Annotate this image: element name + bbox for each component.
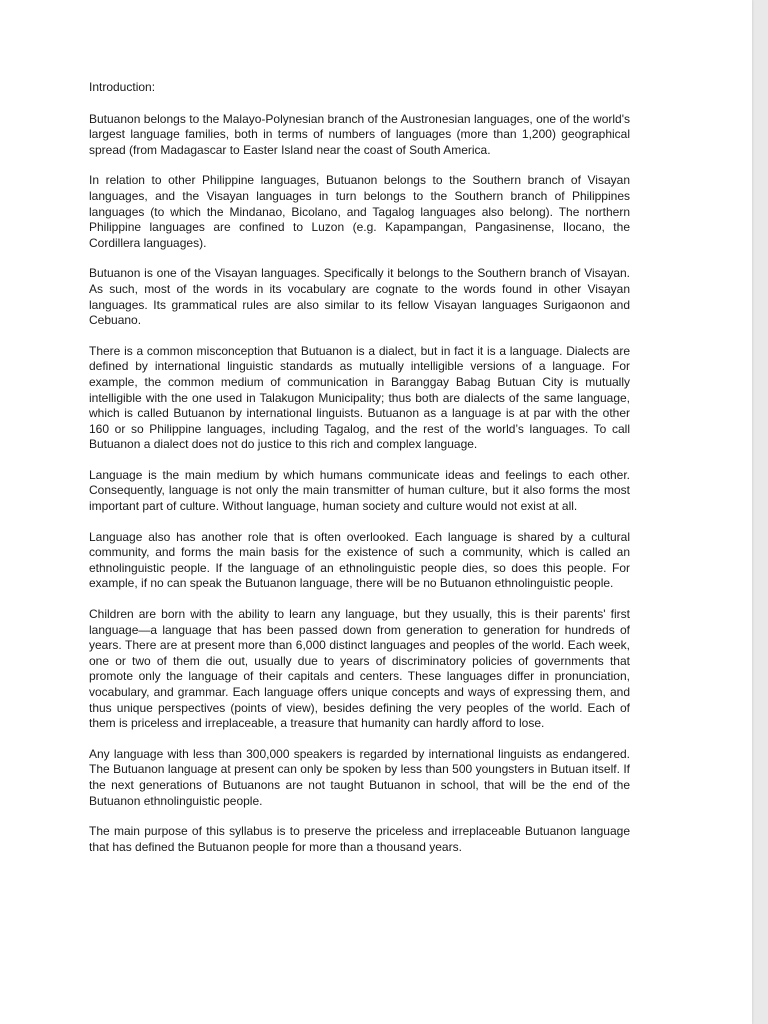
paragraph-9: The main purpose of this syllabus is to preserve the priceless and irreplaceable Butuanon language that has defined the Butuanon people for more than a thousand years. — [89, 824, 630, 854]
paragraph-6: Language also has another role that is often overlooked. Each language is shared by a cultural community, and forms the main basis for the existence of such a community, which is called an ethnolinguistic people. If the language of an ethnolinguistic people dies, so does this people. For example, if no can speak the Butuanon language, there will be no Butuanon ethnolinguistic people. — [89, 529, 630, 591]
section-heading: Introduction: — [89, 80, 156, 94]
paragraph-8: Any language with less than 300,000 speakers is regarded by international linguists as endangered. The Butuanon language at present can only be spoken by less than 500 youngsters in Butuan itself. If the next generations of Butuanons are not taught Butuanon in school, that will be the end of the Butuanon ethnolinguistic people. — [89, 746, 630, 808]
paragraph-5: Language is the main medium by which humans communicate ideas and feelings to each other. Consequently, language is not only the main transmitter of human culture, but it also forms the most important part of culture. Without language, human society and culture would not exist at all. — [89, 467, 630, 514]
paragraph-3: Butuanon is one of the Visayan languages. Specifically it belongs to the Southern branch of Visayan. As such, most of the words in its vocabulary are cognate to the words found in other Visayan languages. Its grammatical rules are also similar to its fellow Visayan languages Surigaonon and Cebuano. — [89, 266, 630, 328]
paragraph-4: There is a common misconception that Butuanon is a dialect, but in fact it is a language. Dialects are defined by international linguistic standards as mutually intelligible versions of a language. For example, the common medium of communication in Baranggay Babag Butuan City is mutually intelligible with the one used in Talakugon Municipality; thus both are dialects of the same language, which is called Butuanon by international linguists. Butuanon as a language is at par with the other 160 or so Philippine languages, including Tagalog, and the rest of the world’s languages. To call Butuanon a dialect does not do justice to this rich and complex language. — [89, 343, 630, 452]
document-body — [89, 80, 630, 870]
paragraph-2: In relation to other Philippine languages, Butuanon belongs to the Southern branch of Visayan languages, and the Visayan languages in turn belongs to the Southern branch of Philippines languages (to which the Mindanao, Bicolano, and Tagalog languages also belong). The northern Philippine languages are confined to Luzon (e.g. Kapampangan, Pangasinense, Ilocano, the Cordillera languages). — [89, 173, 630, 250]
paragraph-7: Children are born with the ability to learn any language, but they usually, this is their parents' first language—a language that has been passed down from generation to generation for hundreds of years. There are at present more than 6,000 distinct languages and peoples of the world. Each week, one or two of them die out, usually due to years of discriminatory policies of governments that promote only the language of their capitals and centers. These languages differ in pronunciation, vocabulary, and grammar. Each language offers unique concepts and ways of expressing them, and thus unique perspectives (points of view), besides defining the very peoples of the world. Each of them is priceless and irreplaceable, a treasure that humanity can hardly afford to lose. — [89, 607, 630, 731]
paragraph-1: Butuanon belongs to the Malayo-Polynesian branch of the Austronesian languages, one of the world's largest language families, both in terms of numbers of languages (more than 1,200) geographical spread (from Madagascar to Easter Island near the coast of South America. — [89, 111, 630, 157]
